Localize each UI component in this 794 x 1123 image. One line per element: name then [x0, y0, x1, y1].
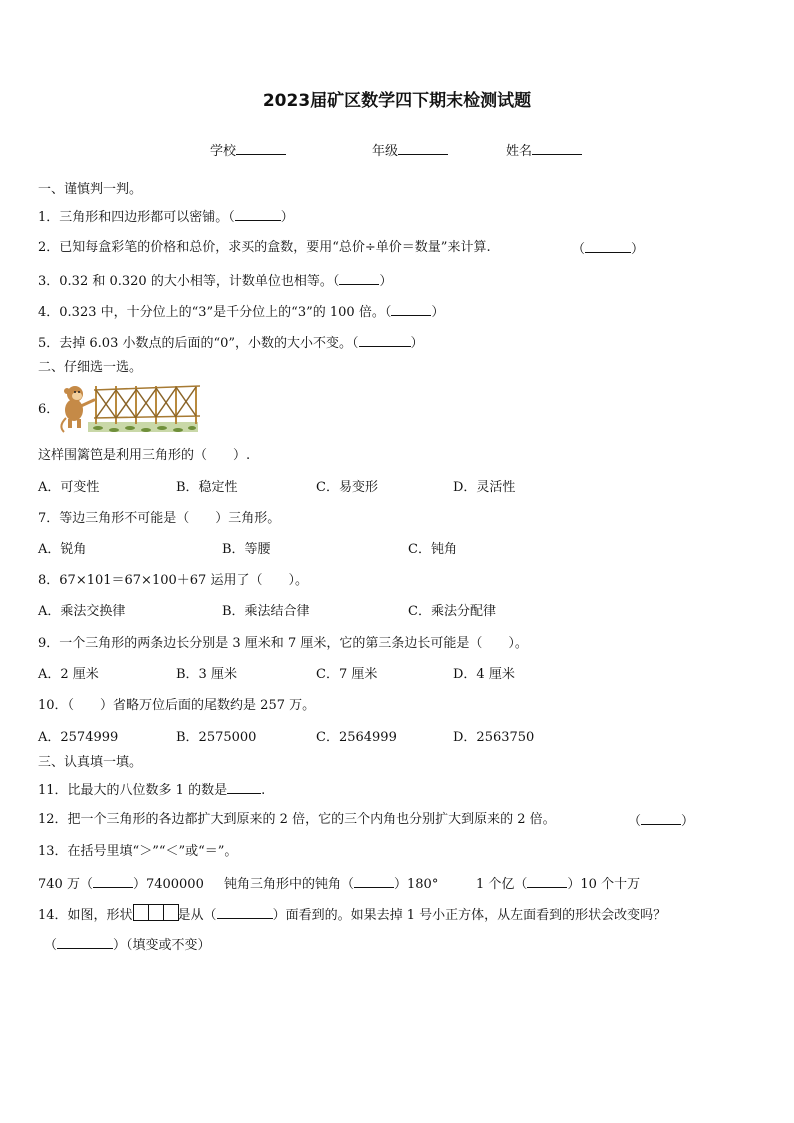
q13-item-1: 740 万（ ）7400000 [38, 874, 204, 894]
question-9: 9．一个三角形的两条边长分别是 3 厘米和 7 厘米，它的第三条边长可能是（ ）。 [38, 636, 528, 651]
page-title: 2023届矿区数学四下期末检测试题 [262, 91, 532, 111]
section-3-heading: 三、认真填一填。 [38, 755, 143, 770]
question-12-answer: （ ） [628, 811, 694, 831]
answer-blank[interactable] [354, 874, 394, 888]
answer-blank[interactable] [235, 207, 281, 221]
q9-option-b[interactable]: B．3 厘米 [176, 667, 237, 682]
name-field [506, 140, 582, 159]
q10-option-c[interactable]: C．2564999 [316, 730, 397, 745]
answer-blank[interactable] [57, 935, 113, 949]
q8-option-c[interactable]: C．乘法分配律 [408, 604, 496, 619]
question-8: 8．67×101＝67×100＋67 运用了（ ）。 [38, 573, 308, 588]
q6-option-d[interactable]: D．灵活性 [453, 480, 516, 495]
question-6: 这样围篱笆是利用三角形的（ ）. [38, 448, 251, 463]
q9-option-c[interactable]: C．7 厘米 [316, 667, 378, 682]
answer-blank[interactable] [391, 302, 431, 316]
question-3: 3．0.32 和 0.320 的大小相等，计数单位也相等。（ ） [38, 271, 392, 291]
question-2-answer: （ ） [572, 239, 644, 259]
q8-option-b[interactable]: B．乘法结合律 [222, 604, 310, 619]
name-label: 姓名 [506, 144, 533, 159]
grade-field [372, 140, 448, 159]
q9-option-a[interactable]: A．2 厘米 [38, 667, 99, 682]
q13-item-3: 1 个亿（ ）10 个十万 [476, 874, 640, 894]
section-2-heading: 二、仔细选一选。 [38, 360, 143, 375]
answer-blank[interactable] [641, 811, 681, 825]
question-11: 11．比最大的八位数多 1 的数是 . [38, 780, 265, 800]
question-4: 4．0.323 中，十分位上的“3”是千分位上的“3”的 100 倍。（ ） [38, 302, 444, 322]
name-blank[interactable] [532, 141, 582, 155]
school-label: 学校 [210, 144, 237, 159]
answer-blank[interactable] [93, 874, 133, 888]
q6-option-a[interactable]: A．可变性 [38, 480, 100, 495]
q10-option-a[interactable]: A．2574999 [38, 730, 119, 745]
answer-blank[interactable] [339, 271, 379, 285]
question-5: 5．去掉 6.03 小数点的后面的“0”，小数的大小不变。（ ） [38, 333, 424, 353]
answer-blank[interactable] [359, 333, 411, 347]
q6-option-c[interactable]: C．易变形 [316, 480, 378, 495]
answer-blank[interactable] [227, 780, 261, 794]
q13-item-2: 钝角三角形中的钝角（ ）180° [224, 874, 438, 894]
question-10: 10．（ ）省略万位后面的尾数约是 257 万。 [38, 698, 316, 713]
question-2: 2．已知每盒彩笔的价格和总价，求买的盒数，要用“总价÷单价＝数量”来计算. [38, 240, 491, 255]
answer-blank[interactable] [527, 874, 567, 888]
school-blank[interactable] [236, 141, 286, 155]
question-14: 14．如图，形状 是从（ ）面看到的。如果去掉 1 号小正方体，从左面看到的形状会改变吗？ [38, 904, 666, 927]
q8-option-a[interactable]: A．乘法交换律 [38, 604, 126, 619]
answer-blank[interactable] [217, 905, 273, 919]
question-1: 1．三角形和四边形都可以密铺。（ ） [38, 207, 294, 227]
q10-option-b[interactable]: B．2575000 [176, 730, 257, 745]
q7-option-b[interactable]: B．等腰 [222, 542, 271, 557]
question-12: 12．把一个三角形的各边都扩大到原来的 2 倍，它的三个内角也分别扩大到原来的 2 倍。 [38, 812, 556, 827]
q7-option-a[interactable]: A．锐角 [38, 542, 87, 557]
question-6-number: 6． [38, 402, 60, 417]
fence-figure [58, 378, 208, 440]
q7-option-c[interactable]: C．钝角 [408, 542, 457, 557]
question-14-answer: （ ）（填变或不变） [44, 935, 211, 955]
grade-blank[interactable] [398, 141, 448, 155]
three-squares-shape [133, 904, 178, 927]
q10-option-d[interactable]: D．2563750 [453, 730, 535, 745]
answer-blank[interactable] [585, 239, 631, 253]
question-13: 13．在括号里填“＞”“＜”或“＝”。 [38, 844, 238, 859]
grade-label: 年级 [372, 144, 399, 159]
section-1-heading: 一、谨慎判一判。 [38, 182, 143, 197]
q9-option-d[interactable]: D．4 厘米 [453, 667, 515, 682]
fence-illustration [58, 378, 208, 444]
q6-option-b[interactable]: B．稳定性 [176, 480, 238, 495]
school-field [210, 140, 286, 159]
question-7: 7．等边三角形不可能是（ ）三角形。 [38, 511, 281, 526]
